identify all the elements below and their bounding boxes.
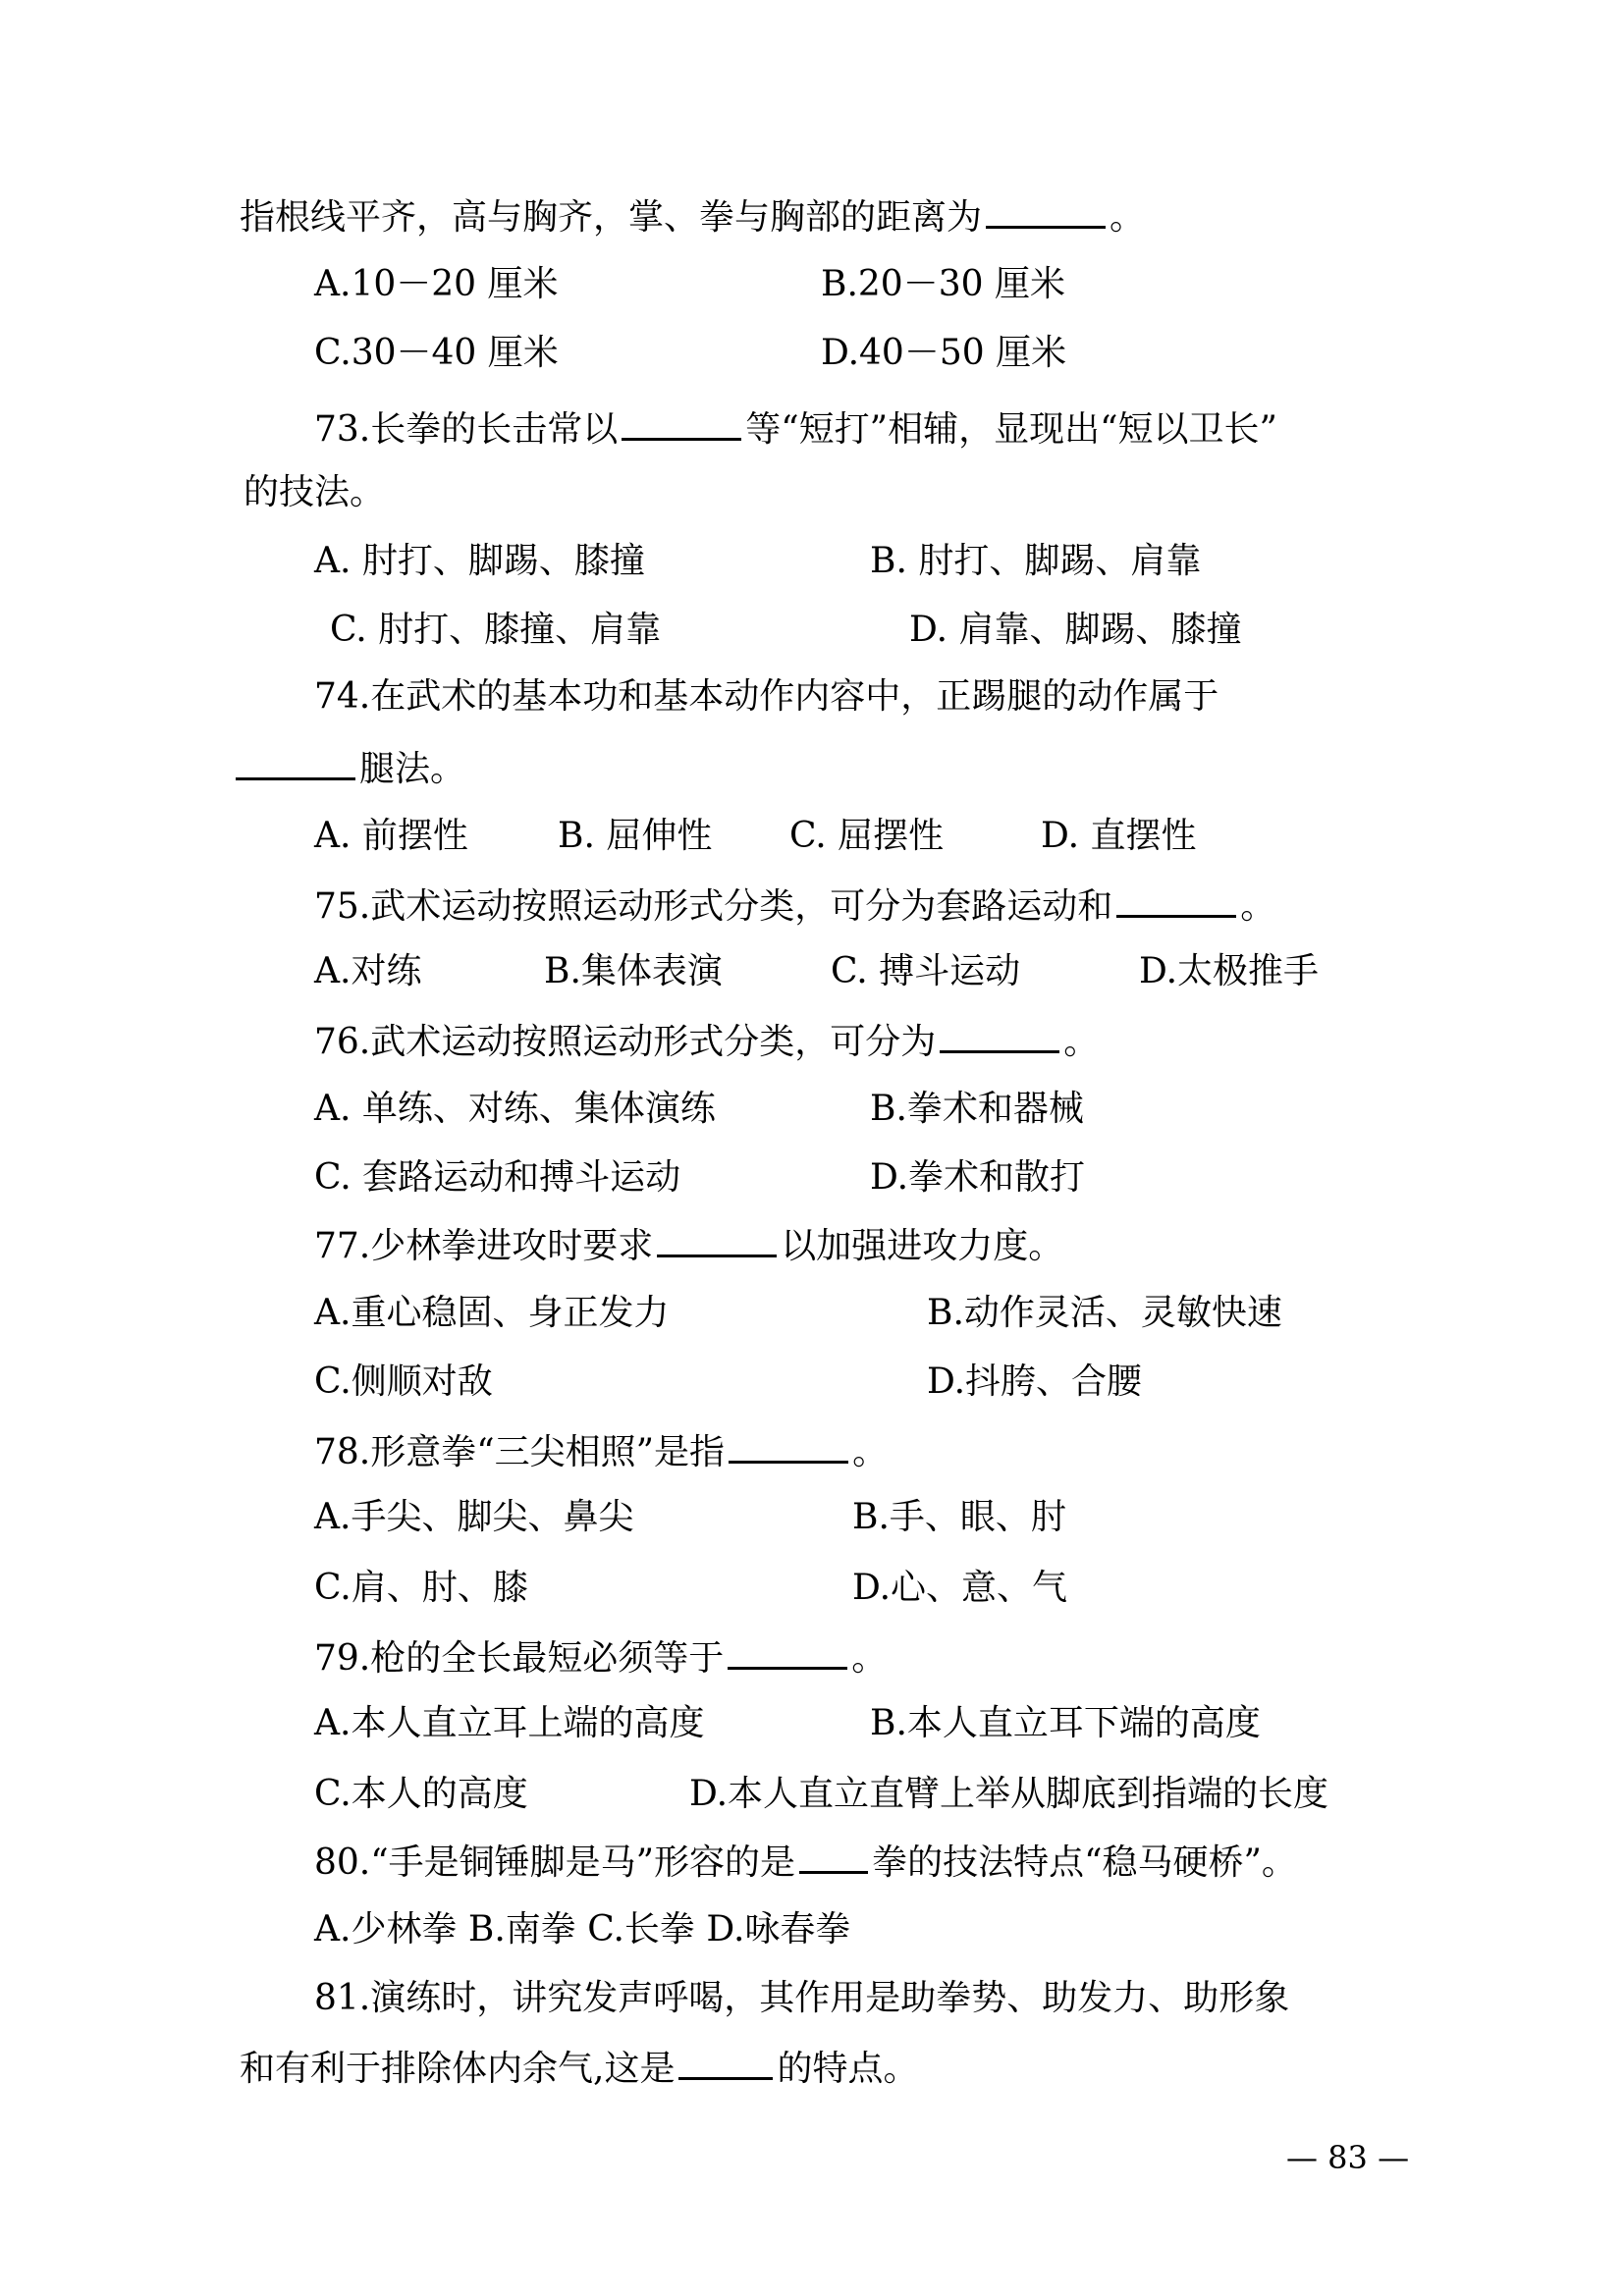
question-text: 78.形意拳“三尖相照”是指 xyxy=(314,1432,726,1472)
option-d: D.心、意、气 xyxy=(852,1568,1068,1608)
answer-blank xyxy=(622,404,741,441)
option-b: B.动作灵活、灵敏快速 xyxy=(927,1293,1282,1333)
question-text-end: 拳的技法特点“稳马硬桥”。 xyxy=(872,1842,1297,1883)
question-text-cont: 腿法。 xyxy=(359,749,466,789)
option-c: C.侧顺对敌 xyxy=(314,1362,493,1402)
option-b: B.拳术和器械 xyxy=(870,1089,1084,1129)
answer-blank xyxy=(236,744,355,780)
option-d: D.40－50 厘米 xyxy=(821,333,1067,373)
question-text-end: 等“短打”相辅，显现出“短以卫长” xyxy=(745,409,1277,450)
option-b: B.手、眼、肘 xyxy=(852,1497,1066,1537)
answer-blank xyxy=(678,2044,773,2080)
option-b: B.20－30 厘米 xyxy=(821,264,1065,304)
option-b: B. 肘打、脚踢、肩靠 xyxy=(870,541,1202,581)
question-text: 81.演练时，讲究发声呼喝，其作用是助拳势、助发力、助形象 xyxy=(314,1978,1290,2018)
q72-text: 指根线平齐，高与胸齐，掌、拳与胸部的距离为 xyxy=(240,197,983,238)
option-d: D.太极推手 xyxy=(1139,951,1320,991)
option-a: A.对练 xyxy=(314,951,422,991)
answer-blank xyxy=(799,1838,868,1874)
question-text: 76.武术运动按照运动形式分类，可分为 xyxy=(314,1022,937,1062)
answer-blank xyxy=(728,1633,847,1670)
option-c: C. 肘打、膝撞、肩靠 xyxy=(330,610,662,650)
option-d: D. 肩靠、脚踢、膝撞 xyxy=(909,610,1242,650)
option-b: B.本人直立耳下端的高度 xyxy=(870,1703,1261,1743)
option-d: D.抖胯、合腰 xyxy=(927,1362,1143,1402)
question-text: 77.少林拳进攻时要求 xyxy=(314,1226,654,1266)
answer-blank xyxy=(940,1017,1059,1053)
option-c: C.30－40 厘米 xyxy=(314,333,559,373)
options-line: A.少林拳 B.南拳 C.长拳 D.咏春拳 xyxy=(314,1909,851,1949)
option-a: A. 单练、对练、集体演练 xyxy=(314,1089,716,1129)
option-a: A. 肘打、脚踢、膝撞 xyxy=(314,541,645,581)
option-a: A. 前摆性 xyxy=(314,816,468,856)
option-c: C. 套路运动和搏斗运动 xyxy=(314,1157,681,1198)
option-a: A.本人直立耳上端的高度 xyxy=(314,1703,705,1743)
answer-blank xyxy=(986,192,1106,229)
question-text-cont: 的技法。 xyxy=(244,472,386,512)
option-b: B.集体表演 xyxy=(544,951,723,991)
option-a: A.10－20 厘米 xyxy=(314,264,559,304)
question-text-end: 的特点。 xyxy=(777,2049,919,2089)
question-text-end: 。 xyxy=(1240,886,1276,927)
question-text: 80.“手是铜锤脚是马”形容的是 xyxy=(314,1842,796,1883)
page-number: — 83 — xyxy=(1286,2139,1410,2176)
answer-blank xyxy=(729,1427,848,1464)
question-text-end: 。 xyxy=(852,1432,889,1472)
option-a: A.手尖、脚尖、鼻尖 xyxy=(314,1497,634,1537)
option-d: D.本人直立直臂上举从脚底到指端的长度 xyxy=(689,1774,1329,1814)
option-c: C. 搏斗运动 xyxy=(831,951,1021,991)
q72-text-end: 。 xyxy=(1110,197,1146,238)
option-b: B. 屈伸性 xyxy=(558,816,713,856)
question-text-end: 。 xyxy=(851,1638,888,1679)
question-text: 74.在武术的基本功和基本动作内容中，正踢腿的动作属于 xyxy=(314,676,1219,717)
question-text-end: 以加强进攻力度。 xyxy=(781,1226,1064,1266)
question-text-end: 。 xyxy=(1063,1022,1100,1062)
option-a: A.重心稳固、身正发力 xyxy=(314,1293,670,1333)
question-text-cont: 和有利于排除体内余气,这是 xyxy=(240,2049,676,2089)
question-text: 75.武术运动按照运动形式分类，可分为套路运动和 xyxy=(314,886,1113,927)
option-d: D. 直摆性 xyxy=(1041,816,1197,856)
option-c: C.肩、肘、膝 xyxy=(314,1568,528,1608)
question-text: 79.枪的全长最短必须等于 xyxy=(314,1638,725,1679)
option-d: D.拳术和散打 xyxy=(870,1157,1086,1198)
option-c: C.本人的高度 xyxy=(314,1774,528,1814)
question-text: 73.长拳的长击常以 xyxy=(314,409,619,450)
answer-blank xyxy=(657,1221,777,1257)
answer-blank xyxy=(1116,881,1236,918)
option-c: C. 屈摆性 xyxy=(789,816,945,856)
